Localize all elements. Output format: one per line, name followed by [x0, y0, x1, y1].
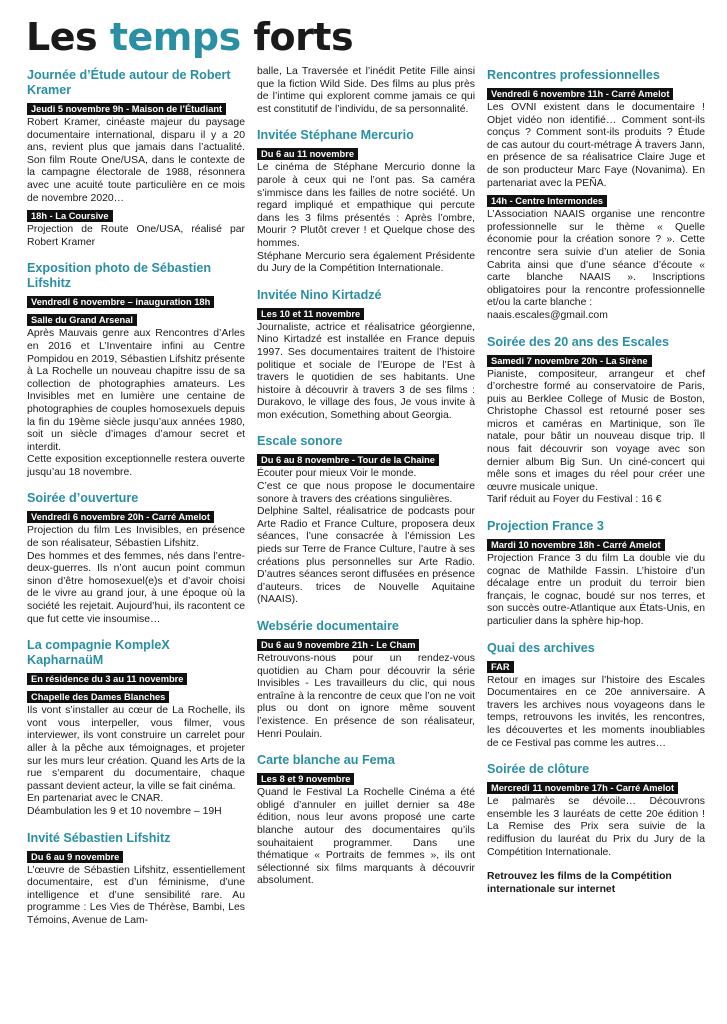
date-venue-line — [257, 144, 475, 162]
date-badge: Chapelle des Dames Blanches — [27, 691, 169, 703]
date-badge: Salle du Grand Arsenal — [27, 314, 137, 326]
event-section — [27, 638, 245, 818]
body-paragraph: Delphine Saltel, réalisatrice de podcasts pour Arte Radio et France Culture, proposera deux séances, l’une consacrée à l’émission Les pieds sur Terre de France Culture, l’autre à ses créations plus personnelles sur Arte Radio. D’autres séances seront diffusées en présence d’auteurs. trices de Nouvelle Aquitaine (NAAIS). — [257, 506, 475, 606]
section-title: Projection France 3 — [487, 519, 604, 534]
event-section — [257, 288, 475, 423]
body-paragraph: Écouter pour mieux Voir le monde. — [257, 468, 417, 480]
body-paragraph: Déambulation les 9 et 10 novembre – 19H — [27, 805, 222, 817]
date-venue-line — [27, 687, 245, 705]
date-badge: 14h - Centre Intermondes — [487, 195, 607, 207]
date-badge: Vendredi 6 novembre 11h - Carré Amelot — [487, 88, 673, 100]
title-accent-word: temps — [109, 15, 241, 59]
date-badge: Les 8 et 9 novembre — [257, 773, 354, 785]
body-paragraph: Les OVNI existent dans le documentaire ! Objet vidéo non identifié… Comment sont-ils conçus ? Comment sont-ils produits ? Étude de cas autour du court-métrage À travers Jann, en présence de sa réalisatrice Claire Juge et de son producteur Marc Faye (Novanima). En partenariat avec la PEÑA. — [487, 102, 705, 189]
section-title: La compagnie KompleX KapharnaüM — [27, 638, 170, 668]
event-section — [257, 619, 475, 741]
body-paragraph: En partenariat avec le CNAR. — [27, 793, 164, 805]
body-paragraph: Cette exposition exceptionnelle restera ouverte jusqu’au 18 novembre. — [27, 454, 245, 478]
section-title: Soirée d’ouverture — [27, 491, 139, 506]
body-paragraph: L’œuvre de Sébastien Lifshitz, essentiellement documentaire, est d’un féminisme, d’une intelligence et d’une sensibilité rare. Au programme : Les Vies de Thérèse, Bambi, Les Témoins, Avenue de Lam- — [27, 864, 245, 926]
column-2 — [257, 68, 475, 900]
event-section — [257, 66, 475, 116]
body-paragraph: Le palmarès se dévoile… Découvrons ensemble les 3 lauréats de cette 20e édition ! La Remise des Prix sera suivie de la rediffusion du lauréat du Prix du Jury de la Compétition Internationale. — [487, 796, 705, 858]
date-venue-line — [257, 304, 475, 322]
date-badge: En résidence du 3 au 11 novembre — [27, 673, 187, 685]
body-paragraph: Projection France 3 du film La double vie du cognac de Mathilde Fassin. L’histoire d’un décalage entre un produit du terroir bien français, le cognac, boudé sur nos terres, et son succès outre-Atlantique aux États-Unis, en particulier dans la sphère hip-hop. — [487, 553, 705, 627]
section-title: Soirée de clôture — [487, 762, 590, 777]
title-part-3: forts — [240, 15, 354, 59]
event-section — [487, 762, 705, 859]
date-venue-line — [27, 669, 245, 687]
date-badge: Du 6 au 9 novembre — [27, 851, 123, 863]
date-venue-line — [27, 206, 245, 224]
title-part-1: Les — [26, 15, 110, 59]
body-paragraph: Tarif réduit au Foyer du Festival : 16 € — [487, 494, 662, 506]
event-section — [487, 335, 705, 508]
body-paragraph: Retour en images sur l’histoire des Escales Documentaires en ce 20e anniversaire. A travers les archives nous voyageons dans le temps, retrouvons les invités, les rencontres, les découvertes et les moments inoubliables de ce Festival pas comme les autres… — [487, 674, 705, 749]
section-title: Soirée des 20 ans des Escales — [487, 334, 670, 349]
event-section — [257, 753, 475, 888]
date-venue-line — [487, 84, 705, 102]
section-title: Websérie documentaire — [257, 619, 399, 633]
body-paragraph: Ils vont s’installer au cœur de La Rochelle, ils vont vous interpeller, vous filmer, vous interviewer, ils vont construire un carrelet pour aller à la pêche aux témoignages, et projeter sur les murs leur création. Quand les Arts de la rue s’emparent du documentaire, chaque passant devient acteur, la ville se fait cinéma. — [27, 705, 245, 792]
body-paragraph: Retrouvons-nous pour un rendez-vous quotidien au Cham pour découvrir la série Invisibles - Les travailleurs du clic, qui nous entraîne à la rencontre de ceux que l’on ne voit plus ou dont on ignore même souvent l’existence. En présence de son réalisateur, Henri Poulain. — [257, 653, 475, 740]
body-paragraph: Après Mauvais genre aux Rencontres d’Arles en 2016 et L’Inventaire infini au Centre Pompidou en 2019, Sébastien Lifshitz présente à La Rochelle un nouveau chapitre issu de sa collection de photographies amateurs. Les Invisibles met en lumière une centaine de photographies de couples homosexuels depuis la fin du 19ème siècle jusqu’aux années 1980, soit un siècle d’images d’amour secret et interdit. — [27, 328, 245, 453]
date-badge: 18h - La Coursive — [27, 210, 113, 222]
date-badge: Les 10 et 11 novembre — [257, 308, 364, 320]
date-venue-line — [27, 310, 245, 328]
event-section — [487, 519, 705, 629]
section-title: Escale sonore — [257, 434, 343, 449]
section-title: Invité Sébastien Lifshitz — [27, 830, 171, 845]
date-badge: Du 6 au 9 novembre 21h - Le Cham — [257, 639, 419, 651]
body-paragraph: balle, La Traversée et l’inédit Petite Fille ainsi que la fiction Wild Side. Des films au plus près de l’intime qui explorent comme jamais ce qui est constitutif de l’individu, de sa personnalité. — [257, 66, 475, 115]
date-venue-line — [487, 351, 705, 369]
body-paragraph: L’Association NAAIS organise une rencontre professionnelle sur le thème « Quelle économie pour la création sonore ? ». Cette rencontre sera suivie d’un atelier de Sonia Cabrita ainsi que d’une séance d’écoute « carte blanche NAAIS ». Inscriptions obligatoires pour la rencontre professionnelle et/ou la carte blanche : — [487, 209, 705, 309]
body-paragraph: Robert Kramer, cinéaste majeur du paysage documentaire international, disparu il y a 20 ans, revient plus que jamais dans l’actualité. Son film Route One/USA, dans le contexte de la campagne électorale de 1988, résonnera avec une acuité toute particulière en ce mois de novembre 2020… — [27, 117, 245, 204]
section-title: Rencontres professionnelles — [487, 68, 660, 82]
event-section — [487, 871, 705, 896]
date-venue-line — [487, 778, 705, 796]
date-venue-line — [487, 191, 705, 209]
date-venue-line — [257, 769, 475, 787]
date-badge: Du 6 au 11 novembre — [257, 148, 358, 160]
date-badge: FAR — [487, 661, 514, 673]
body-paragraph: Projection de Route One/USA, réalisé par Robert Kramer — [27, 224, 245, 248]
event-section — [27, 491, 245, 626]
page-title — [26, 14, 353, 60]
date-venue-line — [257, 635, 475, 653]
section-title: Quai des archives — [487, 640, 595, 655]
section-title: Exposition photo de Sébastien Lifshitz — [27, 261, 212, 291]
date-badge: Mercredi 11 novembre 17h - Carré Amelot — [487, 782, 678, 794]
date-venue-line — [27, 99, 245, 117]
section-title: Invitée Stéphane Mercurio — [257, 128, 414, 143]
date-badge: Vendredi 6 novembre – inauguration 18h — [27, 296, 214, 308]
body-paragraph: Stéphane Mercurio sera également Présidente du Jury de la Compétition Internationale. — [257, 250, 475, 275]
body-paragraph: naais.escales@gmail.com — [487, 309, 608, 321]
date-venue-line — [27, 507, 245, 525]
date-badge: Samedi 7 novembre 20h - La Sirène — [487, 355, 652, 367]
event-section — [487, 68, 705, 323]
date-badge: Mardi 10 novembre 18h - Carré Amelot — [487, 539, 665, 551]
event-section — [487, 641, 705, 751]
date-badge: Du 6 au 8 novembre - Tour de la Chaîne — [257, 454, 439, 466]
body-paragraph: Le cinéma de Stéphane Mercurio donne la parole à ceux qui ne l’ont pas. Sa caméra s’immisce dans les failles de notre société. Un regard impliqué et empathique qui percute dans les 3 films présentés : Après l’ombre, Mourir ? Plutôt crever ! et Quelque chose des hommes. — [257, 162, 475, 249]
body-paragraph: Des hommes et des femmes, nés dans l’entre-deux-guerres. Ils n’ont aucun point commun sinon d’être homosexuel(e)s et d’avoir choisi de le vivre au grand jour, à une époque où la société les rejetait. Aujourd’hui, ils racontent ce que fut cette vie insoumise… — [27, 550, 245, 625]
body-paragraph: C’est ce que nous propose le documentaire sonore à travers des créations singulières. — [257, 481, 475, 505]
body-paragraph: Pianiste, compositeur, arrangeur et chef d’orchestre formé au conservatoire de Paris, puis au Berklee College of Music de Boston, Christophe Chassol est retourné poser ses micros et caméras en Martinique, son île natale, pour bâtir un nouveau disque trip. Il nous fait découvrir son voyage avec son dernier album Big Sun. Un ciné-concert qui mêle sons et images du réel pour créer une œuvre musicale unique. — [487, 368, 705, 493]
date-venue-line — [27, 847, 245, 865]
date-badge: Jeudi 5 novembre 9h - Maison de l’Étudiant — [27, 103, 226, 115]
column-1 — [27, 68, 245, 940]
body-paragraph: Quand le Festival La Rochelle Cinéma a été obligé d’annuler en juillet dernier sa 48e édition, nous leur avons proposé une carte blanche autour des documentaires qu’ils souhaitaient programmer. Dans une thématique « Portraits de femmes », ils ont sélectionné six films marquants à découvrir absolument. — [257, 787, 475, 887]
body-paragraph: Projection du film Les Invisibles, en présence de son réalisateur, Sébastien Lifshitz. — [27, 525, 245, 550]
event-section — [27, 68, 245, 249]
event-section — [257, 434, 475, 607]
date-badge: Vendredi 6 novembre 20h - Carré Amelot — [27, 511, 214, 523]
section-title: Journée d’Étude autour de Robert Kramer — [27, 68, 231, 97]
section-title: Carte blanche au Fema — [257, 753, 395, 768]
event-section — [27, 261, 245, 479]
section-title: Invitée Nino Kirtadzé — [257, 287, 382, 302]
event-section — [257, 128, 475, 275]
date-venue-line — [487, 657, 705, 675]
event-section — [27, 831, 245, 928]
date-venue-line — [487, 535, 705, 553]
date-venue-line — [27, 292, 245, 310]
body-paragraph: Retrouvez les films de la Compétition internationale sur internet — [487, 871, 672, 895]
column-3 — [487, 68, 705, 908]
date-venue-line — [257, 450, 475, 468]
body-paragraph: Journaliste, actrice et réalisatrice géorgienne, Nino Kirtadzé est installée en France depuis 1997. Ses documentaires traitent de l’histoire politique et sociale de l’Europe de l’Est à travers le quotidien de ses habitants. Une histoire à découvrir à travers 3 de ses films : Durakovo, le village des fous, Je vous invite à mon exécution, Something about Georgia. — [257, 321, 475, 421]
